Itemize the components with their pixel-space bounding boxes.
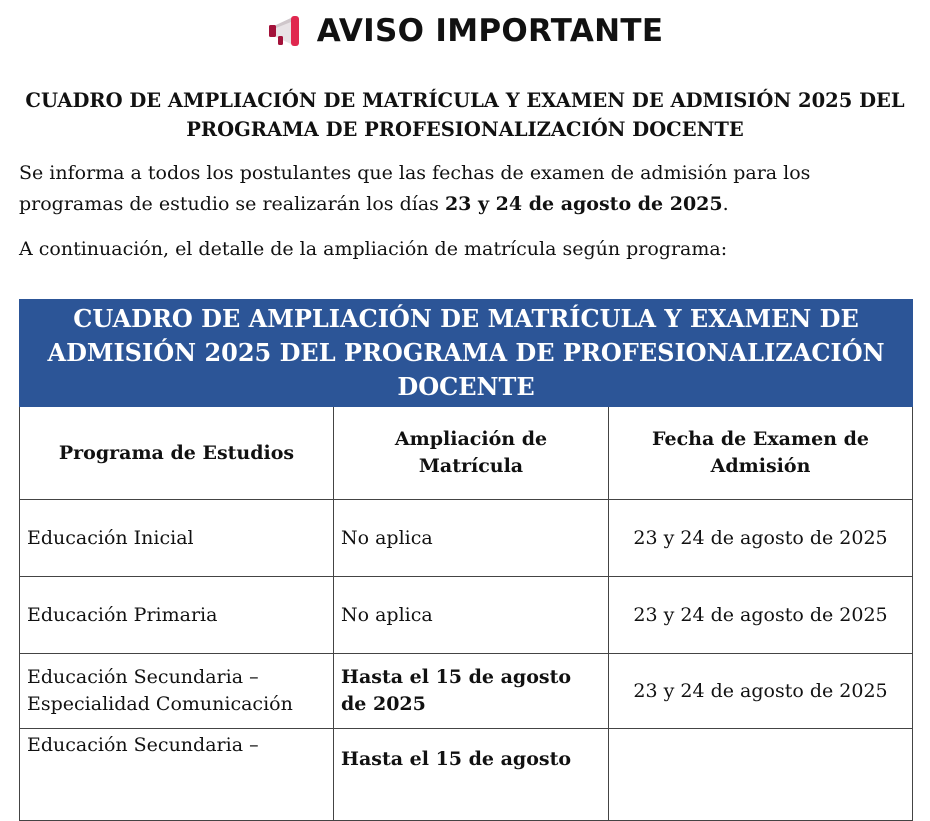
cell-program: Educación Secundaria – Especialidad Comunicación xyxy=(20,654,334,729)
column-header-exam-date: Fecha de Examen de Admisión xyxy=(609,407,913,500)
cell-program: Educación Secundaria – xyxy=(20,729,334,821)
cell-exam-date: 23 y 24 de agosto de 2025 xyxy=(609,500,913,577)
cell-program: Educación Primaria xyxy=(20,577,334,654)
table-banner: CUADRO DE AMPLIACIÓN DE MATRÍCULA Y EXAMEN DE ADMISIÓN 2025 DEL PROGRAMA DE PROFESIONALIZACIÓN DOCENTE xyxy=(20,300,913,407)
subtitle-line-2: PROGRAMA DE PROFESIONALIZACIÓN DOCENTE xyxy=(186,118,744,141)
cell-exam-date xyxy=(609,729,913,821)
megaphone-icon xyxy=(267,14,305,48)
table-row xyxy=(20,577,913,654)
detail-paragraph: A continuación, el detalle de la ampliación de matrícula según programa: xyxy=(19,238,728,260)
cell-program: Educación Inicial xyxy=(20,500,334,577)
exam-dates-highlight: 23 y 24 de agosto de 2025 xyxy=(444,193,723,215)
cell-extension: No aplica xyxy=(334,577,609,654)
intro-paragraph xyxy=(19,158,909,220)
table-row xyxy=(20,729,913,821)
column-header-extension: Ampliación de Matrícula xyxy=(334,407,609,500)
intro-text-end: . xyxy=(722,193,729,215)
cell-exam-date: 23 y 24 de agosto de 2025 xyxy=(609,577,913,654)
title-row xyxy=(0,10,930,52)
intro-text: Se informa a todos los postulantes que las fechas de examen de admisión para los programas de estudio se realizarán los días xyxy=(19,162,811,215)
notice-subtitle xyxy=(20,86,910,144)
page-title: AVISO IMPORTANTE xyxy=(316,13,664,49)
column-header-program: Programa de Estudios xyxy=(20,407,334,500)
cell-exam-date: 23 y 24 de agosto de 2025 xyxy=(609,654,913,729)
subtitle-line-1: CUADRO DE AMPLIACIÓN DE MATRÍCULA Y EXAMEN DE ADMISIÓN 2025 DEL xyxy=(25,89,905,112)
enrollment-table xyxy=(19,299,913,821)
table-row xyxy=(20,500,913,577)
cell-extension: No aplica xyxy=(334,500,609,577)
cell-extension: Hasta el 15 de agosto xyxy=(334,729,609,821)
cell-extension: Hasta el 15 de agosto de 2025 xyxy=(334,654,609,729)
table-row xyxy=(20,654,913,729)
